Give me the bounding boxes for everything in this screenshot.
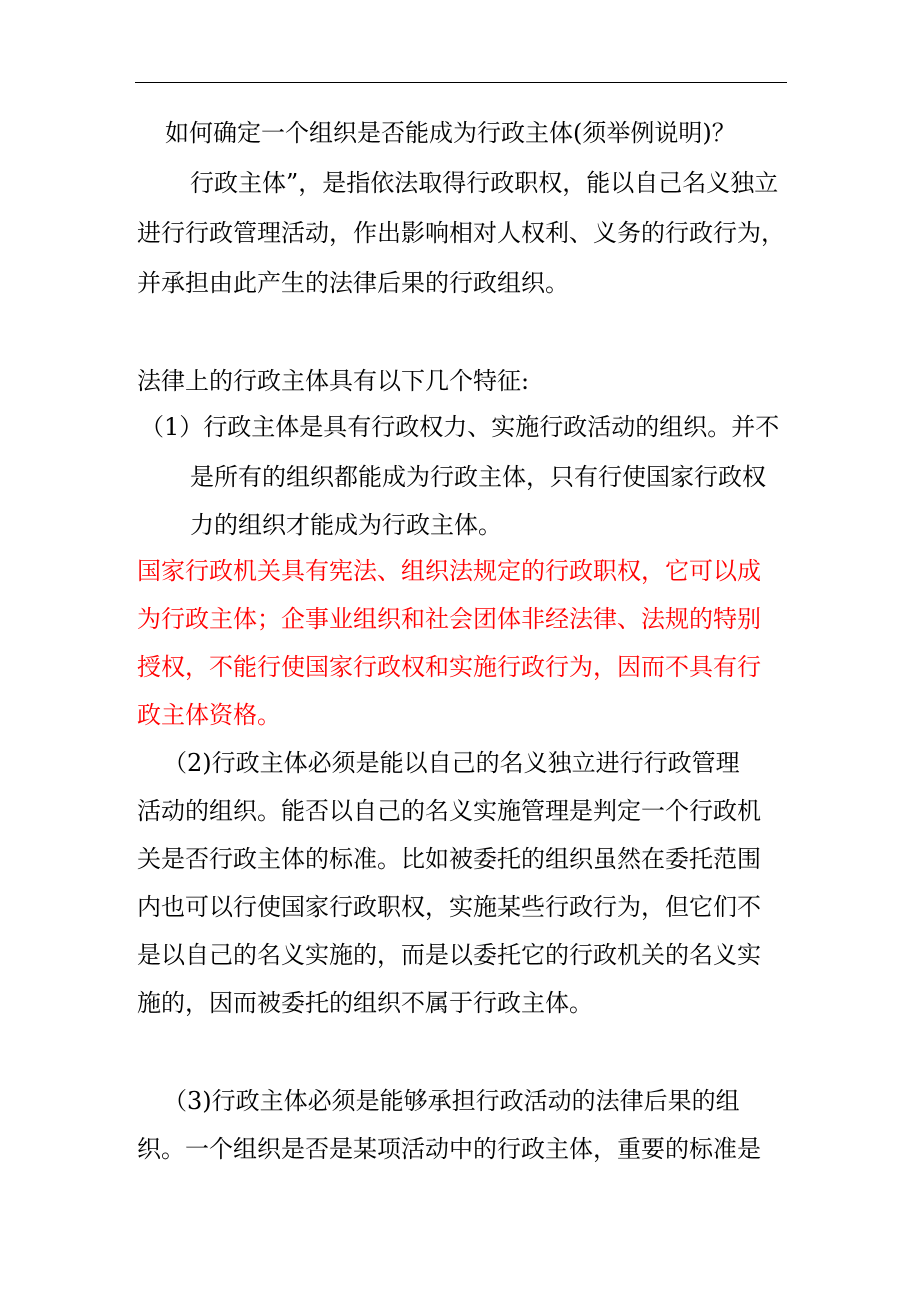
feature1-example-line-2: 为行政主体；企事业组织和社会团体非经法律、法规的特别 xyxy=(137,605,761,633)
feature2-line-3: 关是否行政主体的标准。比如被委托的组织虽然在委托范围 xyxy=(137,845,761,873)
question-heading: 如何确定一个组织是否能成为行政主体(须举例说明)？ xyxy=(165,119,736,147)
feature1-line-3: 力的组织才能成为行政主体。 xyxy=(190,511,502,539)
feature2-line-2: 活动的组织。能否以自己的名义实施管理是判定一个行政机 xyxy=(137,797,761,825)
feature2-line-4: 内也可以行使国家行政职权，实施某些行政行为，但它们不 xyxy=(137,893,761,921)
feature1-example-line-1: 国家行政机关具有宪法、组织法规定的行政职权，它可以成 xyxy=(137,557,761,585)
definition-line-3: 并承担由此产生的法律后果的行政组织。 xyxy=(137,269,569,297)
feature1-example-line-4: 政主体资格。 xyxy=(137,701,281,729)
definition-line-1: 行政主体”，是指依法取得行政职权，能以自己名义独立 xyxy=(190,169,779,197)
features-intro: 法律上的行政主体具有以下几个特征: xyxy=(137,367,530,395)
feature2-line-5: 是以自己的名义实施的，而是以委托它的行政机关的名义实 xyxy=(137,941,761,969)
feature2-line-6: 施的，因而被委托的组织不属于行政主体。 xyxy=(137,989,593,1017)
feature1-example-line-3: 授权，不能行使国家行政权和实施行政行为，因而不具有行 xyxy=(137,653,761,681)
feature1-line-1: （1）行政主体是具有行政权力、实施行政活动的组织。并不 xyxy=(140,413,780,441)
header-rule xyxy=(135,82,787,83)
feature3-line-2: 织。一个组织是否是某项活动中的行政主体，重要的标准是 xyxy=(137,1135,761,1163)
feature3-line-1: （3)行政主体必须是能够承担行政活动的法律后果的组 xyxy=(163,1087,740,1115)
feature2-line-1: （2)行政主体必须是能以自己的名义独立进行行政管理 xyxy=(163,749,740,777)
feature1-line-2: 是所有的组织都能成为行政主体，只有行使国家行政权 xyxy=(190,463,766,491)
definition-line-2: 进行行政管理活动，作出影响相对人权利、义务的行政行为， xyxy=(137,219,785,247)
